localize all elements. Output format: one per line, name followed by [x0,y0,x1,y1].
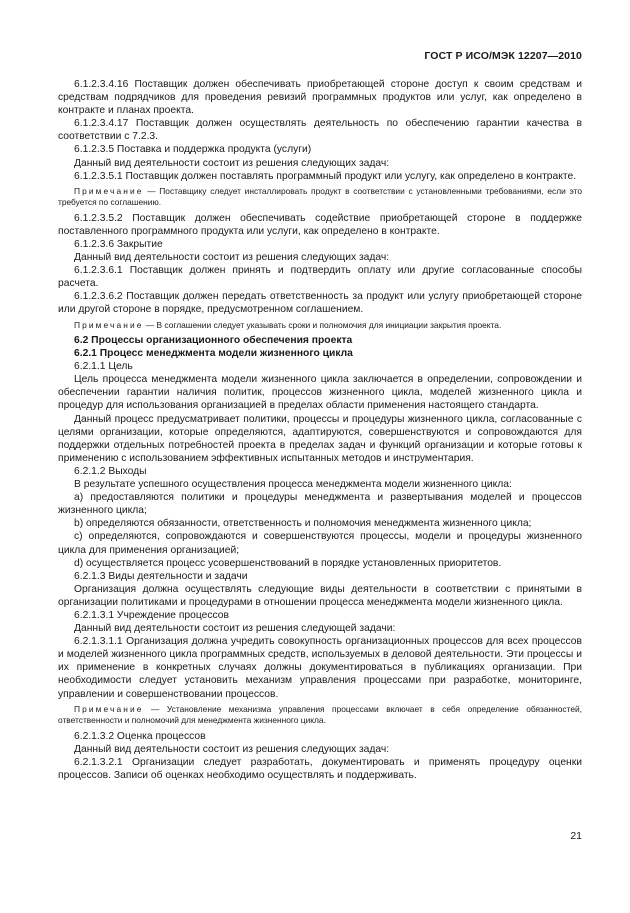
document-body [58,78,582,782]
paragraph: Данный вид деятельности состоит из решения следующей задачи: [74,623,396,635]
section-heading: 6.2.1.1 Цель [74,361,133,373]
paragraph: Данный вид деятельности состоит из решения следующих задач: [74,157,390,169]
list-item: a) предоставляются политики и процедуры менеджмента и развертывания моделей и процессов жизненного цикла; [58,492,582,517]
paragraph: 6.1.2.3.6.2 Поставщик должен передать ответственность за продукт или услугу приобретающей стороне или другой стороне в порядке, предусмотренном соглашением. [58,291,582,316]
note [58,704,582,727]
paragraph: Организация должна осуществлять следующие виды деятельности в соответствии с принятыми в организации политиками и процедурами в отношении процесса менеджмента модели жизненного цикла. [58,583,582,608]
note-lead: Примечание [74,319,144,330]
note-lead: Примечание [74,703,144,714]
note-text: — Поставщику следует инсталлировать продукт в соответствии с установленными требованиями, если это требуется по соглашению. [58,185,582,208]
list-item: d) осуществляется процесс усовершенствований в порядке установленных приоритетов. [74,557,502,569]
paragraph: 6.2.1.3.2.1 Организации следует разработать, документировать и применять процедуру оценки процессов. Записи об оценках необходимо осуществлять и поддерживать. [58,756,582,781]
list-item: c) определяются, сопровождаются и совершенствуются процессы, модели и процедуры жизненного цикла для применения организацией; [58,531,582,556]
standard-header: ГОСТ Р ИСО/МЭК 12207—2010 [424,50,582,62]
paragraph: Цель процесса менеджмента модели жизненного цикла заключается в определении, сопровождении и обеспечении гарантии наличия политик, процессов жизненного цикла, моделей жизненного цикла и процедур для использования организацией в пределах области применения настоящего стандарта. [58,374,582,412]
note [58,320,582,332]
paragraph: 6.1.2.3.5.1 Поставщик должен поставлять программный продукт или услугу, как определено в контракте. [74,170,577,182]
paragraph: 6.1.2.3.5.2 Поставщик должен обеспечивать содействие приобретающей стороне в поддержке поставленного программного продукта или услуги, как определено в контракте. [58,212,582,237]
note-lead: Примечание [74,185,144,196]
paragraph: Данный процесс предусматривает политики, процессы и процедуры жизненного цикла, согласованные с целями организации, которые определяются, адаптируются, совершенствуются и сопровождаются для поддержки отдельных потребностей проекта в пределах задач и функций организации и которые готовы к применению с использованием эффективных испытанных методов и инструментария. [58,413,582,464]
paragraph: 6.2.1.3.1.1 Организация должна учредить совокупность организационных процессов для всех процессов и моделей жизненного цикла программных средств, используемых в деловой деятельности. Эти процессы и их применение в конкретных случаях должны документироваться в публикациях организации. При необходимости следует установить механизм управления процессами при разработке, мониторинге, управлении и совершенствовании процессов. [58,636,582,700]
note [58,186,582,209]
paragraph: В результате успешного осуществления процесса менеджмента модели жизненного цикла: [74,479,512,491]
paragraph: 6.1.2.3.4.16 Поставщик должен обеспечивать приобретающей стороне доступ к своим средствам и средствам подрядчиков для проведения ревизий программных продуктов или услуг, как определено в контракте и планах проекта. [58,79,582,117]
section-heading: 6.1.2.3.6 Закрытие [74,238,163,250]
section-heading: 6.2.1.3.2 Оценка процессов [74,730,206,742]
section-heading: 6.1.2.3.5 Поставка и поддержка продукта (услуги) [74,144,312,156]
note-text: — В соглашении следует указывать сроки и полномочия для инициации закрытия проекта. [143,319,502,330]
section-heading: 6.2.1.3.1 Учреждение процессов [74,609,229,621]
section-heading-bold: 6.2.1 Процесс менеджмента модели жизненного цикла [74,348,353,360]
paragraph: 6.1.2.3.4.17 Поставщик должен осуществлять деятельность по обеспечению гарантии качества в соответствии с 7.2.3. [58,118,582,143]
page-number: 21 [570,830,582,842]
list-item: b) определяются обязанности, ответственность и полномочия менеджмента жизненного цикла; [74,518,532,530]
section-heading-bold: 6.2 Процессы организационного обеспечения проекта [74,335,353,346]
paragraph: 6.1.2.3.6.1 Поставщик должен принять и подтвердить оплату или другие согласованные способы расчета. [58,265,582,290]
paragraph: Данный вид деятельности состоит из решения следующих задач: [74,252,390,264]
section-heading: 6.2.1.2 Выходы [74,465,147,477]
note-text: — Установление механизма управления процессами включает в себя определение обязанностей, ответственности и полномочий для менеджмента жизненного цикла. [58,703,582,726]
paragraph: Данный вид деятельности состоит из решения следующих задач: [74,743,390,755]
section-heading: 6.2.1.3 Виды деятельности и задачи [74,570,248,582]
